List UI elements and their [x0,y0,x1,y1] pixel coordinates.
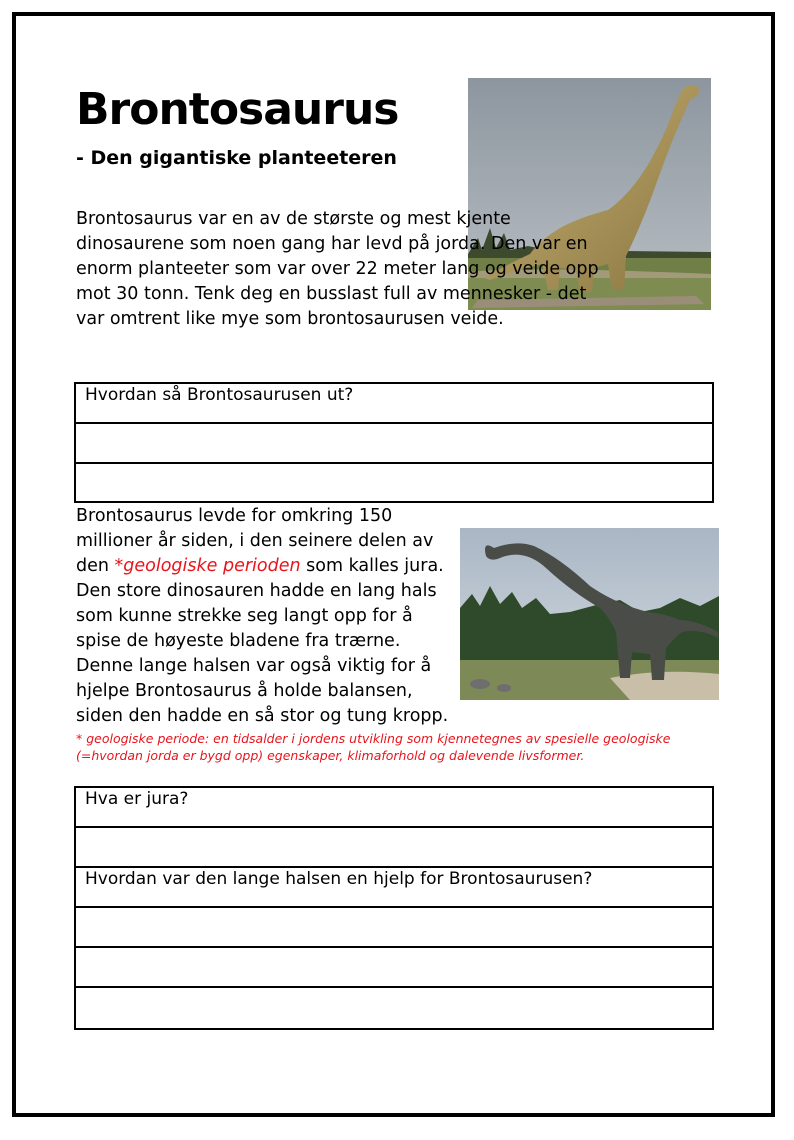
intro-paragraph: Brontosaurus var en av de største og mest kjente dinosaurene som noen gang har levd på jorda. Den var en enorm planteeter som var over 22 meter lang og veide opp mot 30 tonn. Tenk deg en busslast full av mennesker - det var omtrent like mye som brontosaurusen veide. [76,209,599,329]
question-appearance: Hvordan så Brontosaurusen ut? [76,384,712,424]
footnote: * geologiske periode: en tidsalder i jordens utvikling som kjennetegnes av spesielle geologiske (=hvordan jorda er bygd opp) egenskaper, klimaforhold og dalevende livsformer. [76,731,671,763]
answer-line[interactable] [76,464,712,501]
answer-line[interactable] [76,828,712,868]
question-box-jura-neck [74,786,714,1030]
question-box-appearance [74,382,714,503]
page-subtitle: - Den gigantiske planteeteren [76,147,397,169]
answer-line[interactable] [76,988,712,1028]
geological-period-highlight: *geologiske perioden [114,556,301,576]
paragraph-text: som kalles jura. Den store dinosauren hadde en lang hals som kunne strekke seg langt opp for å spise de høyeste bladene fra trærne. Denne lange halsen var også viktig for å hjelpe Brontosaurus å holde balansen, siden den hadde en så stor og tung kropp. [76,556,449,726]
answer-line[interactable] [76,908,712,948]
answer-line[interactable] [76,948,712,988]
brontosaurus-model-photo [460,528,719,700]
question-jura: Hva er jura? [76,788,712,828]
answer-line[interactable] [76,424,712,464]
page-title: Brontosaurus [76,84,399,135]
jurassic-paragraph [76,504,456,729]
paragraph-text: Brontosaurus levde for omkring 150 millioner år siden, i den seinere delen av den [76,506,434,576]
question-neck: Hvordan var den lange halsen en hjelp for Brontosaurusen? [76,868,712,908]
